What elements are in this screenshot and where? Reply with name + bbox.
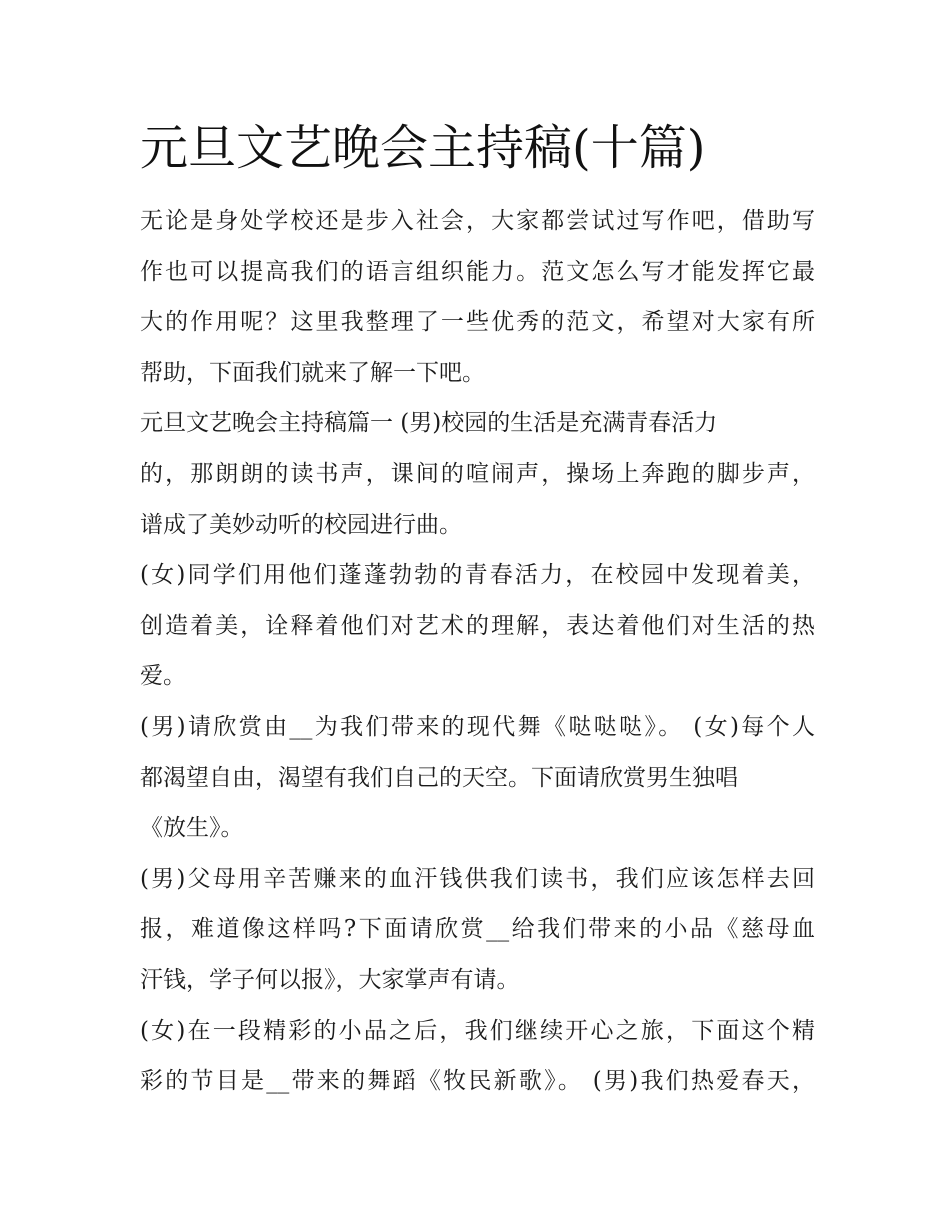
- body-line: 谱成了美妙动听的校园进行曲。: [140, 511, 462, 538]
- body-line: 的，那朗朗的读书声，课间的喧闹声，操场上奔跑的脚步声，: [140, 460, 815, 487]
- body-line: 汗钱，学子何以报》，大家掌声有请。: [140, 966, 520, 993]
- body-line: 爱。: [140, 663, 186, 690]
- document-title: 元旦文艺晚会主持稿(十篇): [140, 120, 706, 176]
- document-body: [140, 196, 815, 1107]
- body-line: (女)在一段精彩的小品之后，我们继续开心之旅，下面这个精: [140, 1017, 815, 1044]
- body-line: (男)请欣赏由__为我们带来的现代舞《哒哒哒》。 (女)每个人: [140, 713, 815, 740]
- body-line: 都渴望自由，渴望有我们自己的天空。下面请欣赏男生独唱: [140, 764, 738, 791]
- body-line: (男)父母用辛苦赚来的血汗钱供我们读书，我们应该怎样去回: [140, 865, 815, 892]
- body-line: 作也可以提高我们的语言组织能力。范文怎么写才能发挥它最: [140, 258, 815, 285]
- body-line: 大的作用呢？这里我整理了一些优秀的范文，希望对大家有所: [140, 309, 815, 336]
- body-line: 帮助，下面我们就来了解一下吧。: [140, 359, 485, 386]
- body-line: 彩的节目是__带来的舞蹈《牧民新歌》。 (男)我们热爱春天，: [140, 1068, 815, 1095]
- body-line: 创造着美，诠释着他们对艺术的理解，表达着他们对生活的热: [140, 612, 815, 639]
- body-line: (女)同学们用他们蓬蓬勃勃的青春活力，在校园中发现着美，: [140, 562, 815, 589]
- body-line: 《放生》。: [140, 815, 244, 842]
- body-line: 报，难道像这样吗?下面请欣赏__给我们带来的小品《慈母血: [140, 916, 815, 943]
- body-line: 元旦文艺晚会主持稿篇一 (男)校园的生活是充满青春活力: [140, 410, 718, 437]
- body-line: 无论是身处学校还是步入社会，大家都尝试过写作吧，借助写: [140, 208, 815, 234]
